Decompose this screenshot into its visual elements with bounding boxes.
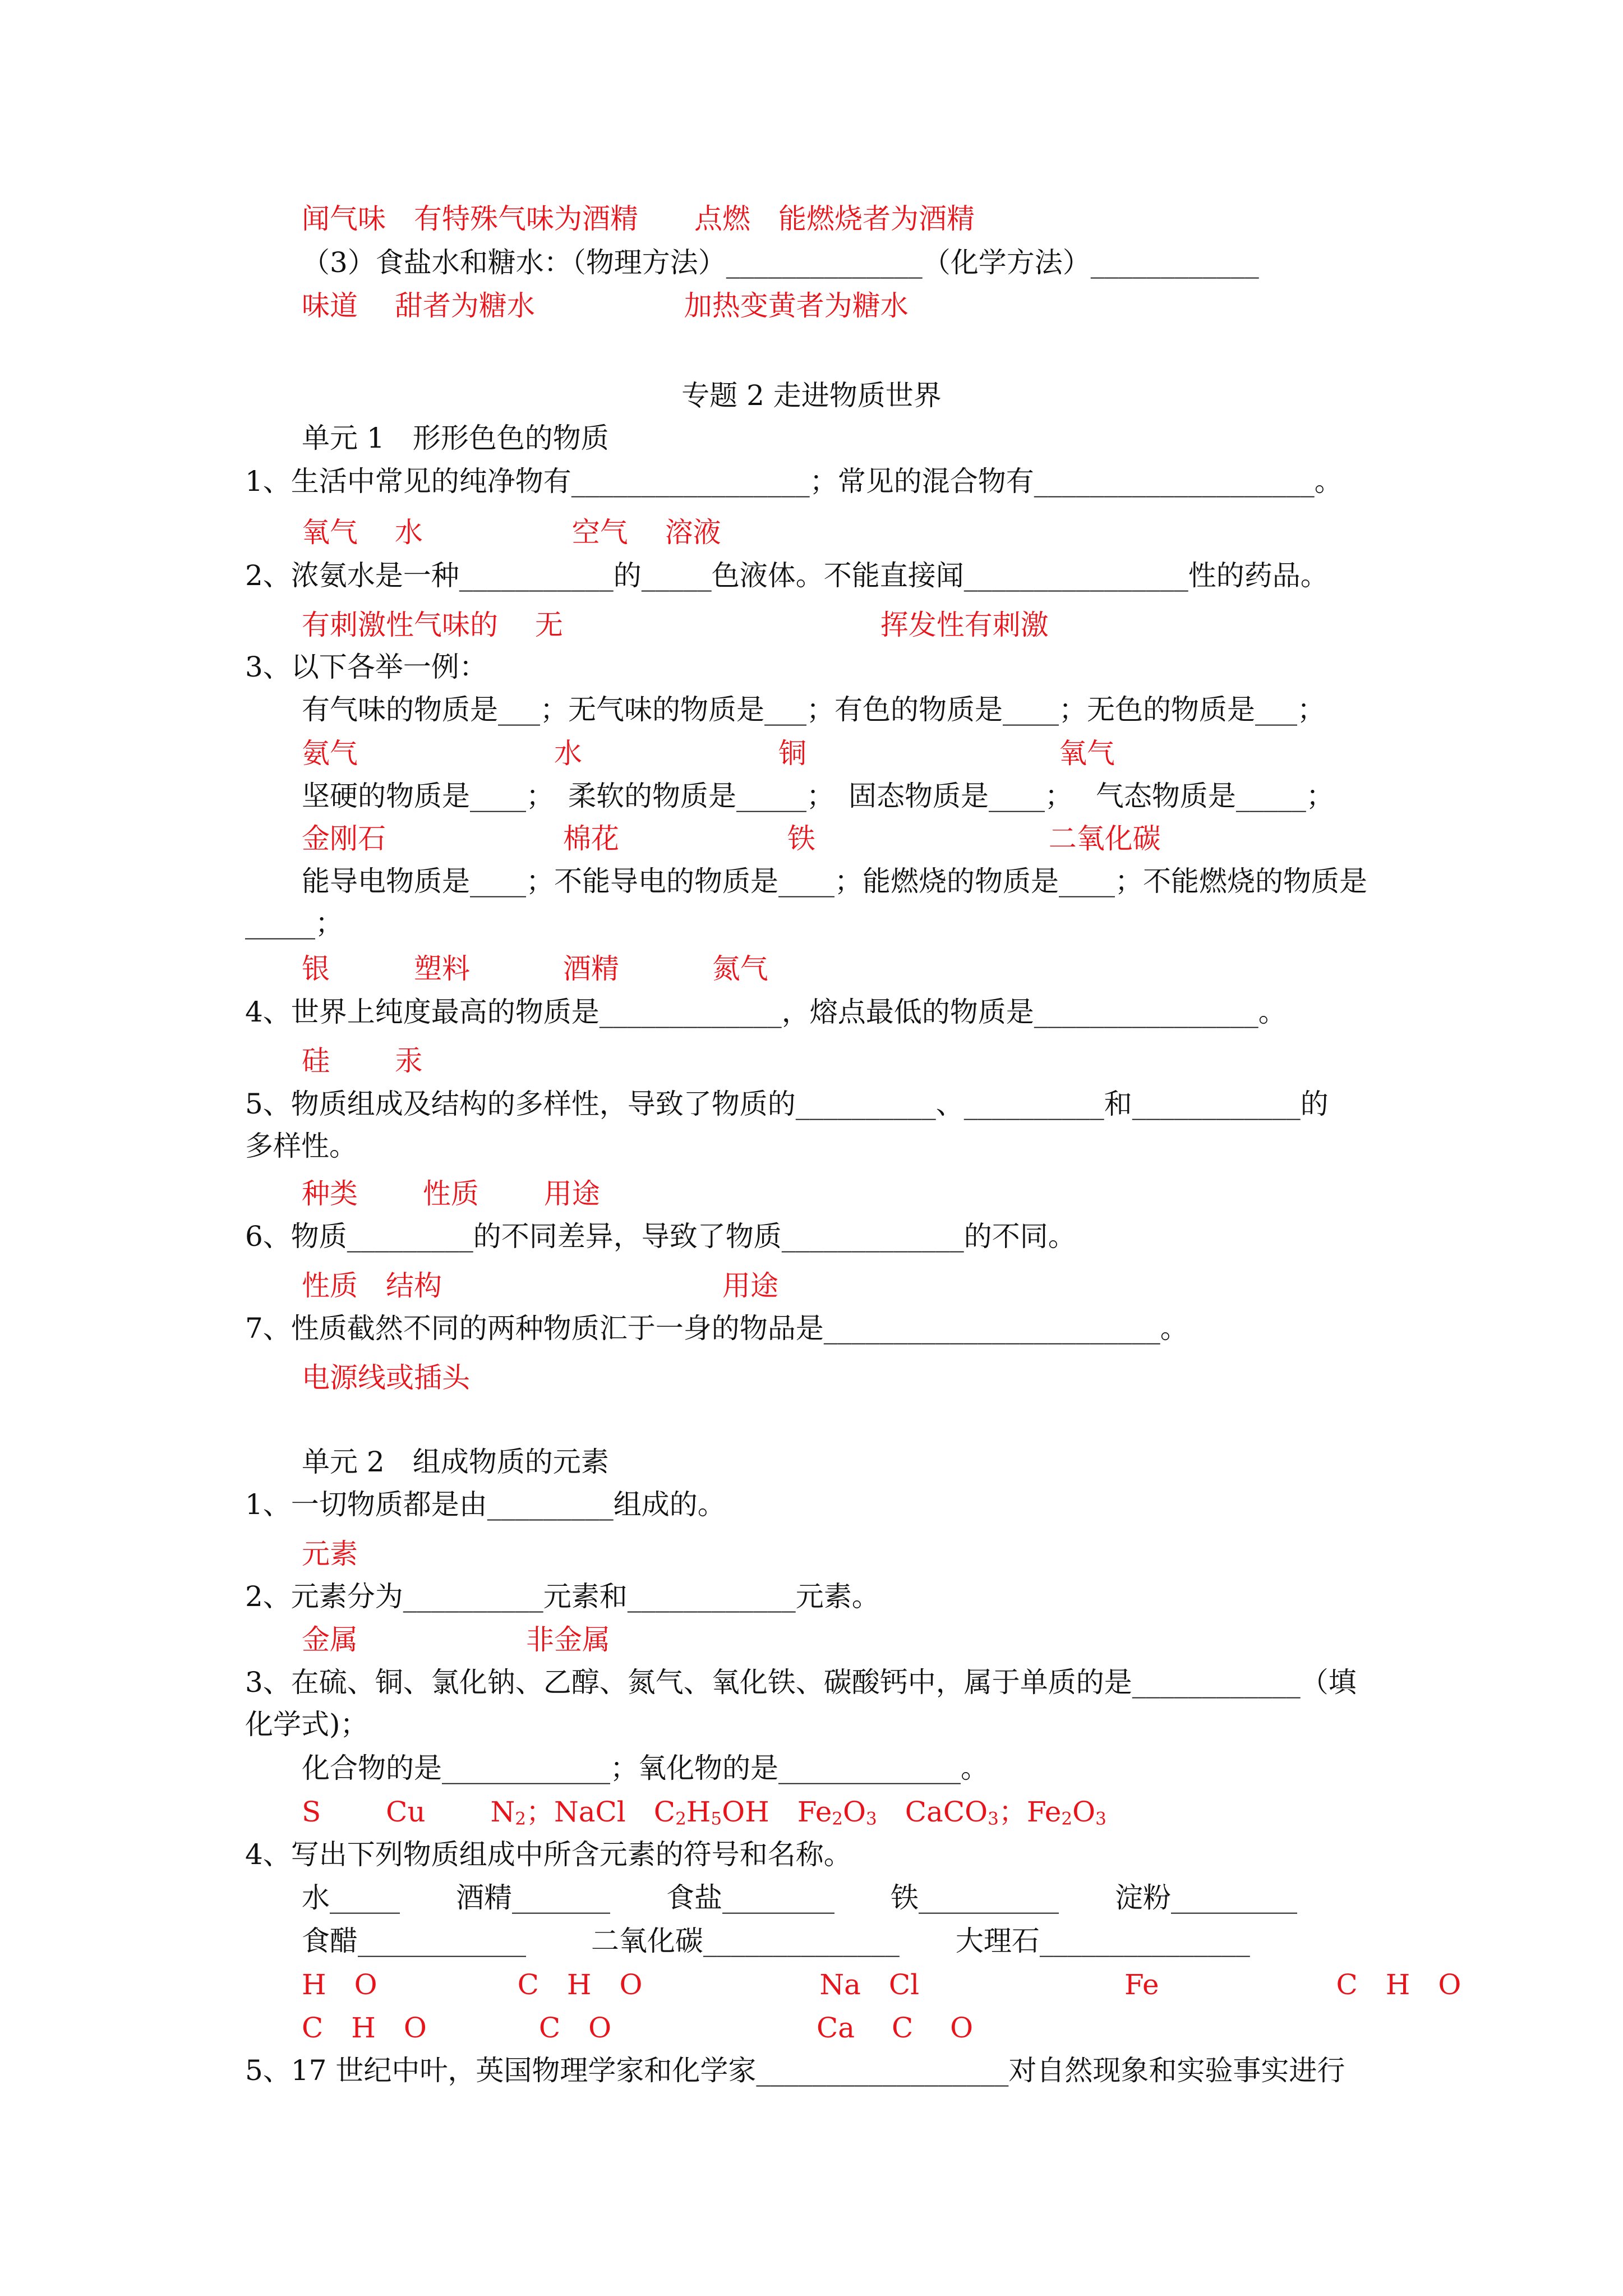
answer-line: 性质 结构 用途 [302, 1269, 778, 1302]
unit-heading: 单元 1 形形色色的物质 [302, 422, 609, 454]
answer-elements: H O C H O Na Cl Fe C H O [302, 1968, 1461, 2001]
question-text: 能导电物质是____；不能导电的物质是____；能燃烧的物质是____；不能燃烧的物质是 [302, 865, 1367, 898]
question-text: 3、在硫、铜、氯化钠、乙醇、氮气、氧化铁、碳酸钙中，属于单质的是____________（填 [245, 1666, 1357, 1699]
question-text: 4、写出下列物质组成中所含元素的符号和名称。 [245, 1838, 852, 1871]
question-text: 1、生活中常见的纯净物有_________________；常见的混合物有____________________。 [245, 465, 1343, 498]
answer-line: 味道 甜者为糖水 加热变黄者为糖水 [302, 289, 909, 322]
question-text: 坚硬的物质是____； 柔软的物质是_____； 固态物质是____； 气态物质是_____； [302, 780, 1334, 812]
question-text: 4、世界上纯度最高的物质是_____________，熔点最低的物质是________________。 [245, 996, 1287, 1028]
question-text: 2、浓氨水是一种___________的_____色液体。不能直接闻________________性的药品。 [245, 559, 1329, 592]
question-text: 2、元素分为__________元素和____________元素。 [245, 1580, 880, 1613]
question-text: 5、物质组成及结构的多样性，导致了物质的__________、__________和____________的 [245, 1088, 1329, 1120]
question-text: 食醋____________ 二氧化碳______________ 大理石_______________ [302, 1925, 1250, 1957]
question-text: 6、物质_________的不同差异，导致了物质_____________的不同。 [245, 1220, 1076, 1253]
answer-line: 银 塑料 酒精 氮气 [302, 953, 768, 985]
answer-line: 金属 非金属 [302, 1623, 610, 1656]
question-text: 多样性。 [245, 1130, 357, 1162]
answer-line: 种类 性质 用途 [302, 1177, 600, 1210]
answer-line: 电源线或插头 [302, 1361, 470, 1394]
unit-heading: 单元 2 组成物质的元素 [302, 1446, 609, 1478]
answer-line: 硅 汞 [302, 1045, 423, 1077]
section-title: 专题 2 走进物质世界 [681, 379, 942, 412]
question-text: 1、一切物质都是由_________组成的。 [245, 1488, 726, 1521]
answer-line: 元素 [302, 1538, 358, 1570]
question-text: （3）食盐水和糖水：（物理方法）______________（化学方法）____________ [302, 246, 1259, 279]
question-text: 3、以下各举一例： [245, 651, 487, 683]
answer-elements: C H O C O Ca C O [302, 2012, 974, 2044]
answer-line: 氨气 水 铜 氧气 [302, 737, 1115, 770]
answer-line: 有刺激性气味的 无 挥发性有刺激 [302, 609, 1049, 641]
answer-formulas: S Cu $N_2$；NaCl $C_2H_5OH$ $Fe_2O_3$ CaCO$_3$；$Fe_2O_3$ [302, 1796, 1106, 1829]
question-text: 化合物的是____________；氧化物的是_____________。 [302, 1752, 989, 1784]
question-text: 5、17 世纪中叶，英国物理学家和化学家__________________对自然现象和实验事实进行 [245, 2054, 1345, 2087]
answer-line: 金刚石 棉花 铁 二氧化碳 [302, 822, 1161, 855]
answer-line: 氧气 水 空气 溶液 [302, 516, 721, 549]
question-text: 7、性质截然不同的两种物质汇于一身的物品是________________________。 [245, 1312, 1188, 1345]
question-text: _____； [245, 907, 343, 940]
question-text: 水_____ 酒精_______ 食盐________ 铁__________ 淀粉_________ [302, 1881, 1297, 1914]
question-text: 化学式)； [245, 1708, 368, 1741]
question-text: 有气味的物质是___；无气味的物质是___；有色的物质是____；无色的物质是___； [302, 693, 1325, 726]
answer-line: 闻气味 有特殊气味为酒精 点燃 能燃烧者为酒精 [302, 203, 975, 235]
